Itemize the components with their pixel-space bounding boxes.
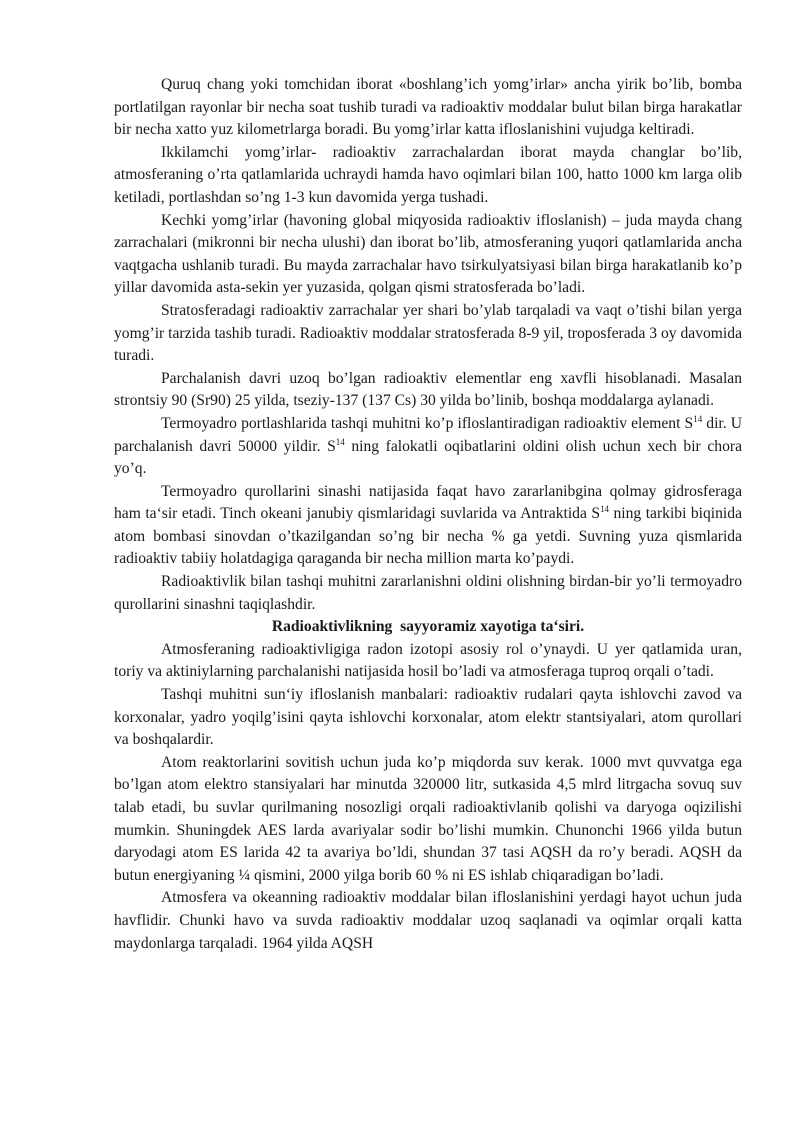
text-run: Termoyadro portlashlarida tashqi muhitni ko’p ifloslantiradigan radioaktiv element S [161, 414, 694, 432]
paragraph-artificial-sources: Tashqi muhitni sun‘iy ifloslanish manbalari: radioaktiv rudalari qayta ishlovchi zavod va korxonalar, yadro yoqilg’isini qayta ishlovchi korxonalar, atom elektr stantsiyalari, atom qurollari va boshqalardir. [114, 686, 742, 749]
section-heading: Radioaktivlikning sayyoramiz xayotiga ta‘siri. [271, 618, 585, 636]
paragraph-primary-fallout: Quruq chang yoki tomchidan iborat «boshlang’ich yomg’irlar» ancha yirik bo’lib, bomba portlatilgan rayonlar bir necha soat tushib turadi va radioaktiv moddalar bulut bilan birga harakatlar bir necha xatto yuz kilometrlarga boradi. Bu yomg’irlar katta ifloslanishini vujudga keltiradi. [114, 76, 742, 139]
paragraph-carbon-14 [114, 413, 742, 481]
paragraph-atmosphere-ocean: Atmosfera va okeanning radioaktiv moddalar bilan ifloslanishini yerdagi hayot uchun juda havflidir. Chunki havo va suvda radioaktiv moddalar uzoq saqlanadi va oqimlar orqali katta maydonlarga tarqaladi. 1964 yilda AQSH [114, 889, 742, 952]
text-run: ning tarkibi biqinida atom bombasi sinovdan o’tkazilgandan so’ng bir necha % ga yetdi. Suvning yuza qismlarida radioaktiv tabiiy holatdagiga qaraganda bir necha million marta ko’paydi. [114, 505, 742, 568]
document-page [114, 74, 742, 955]
text-run: ning falokatli oqibatlarini oldini olish uchun xech bir chora yo’q. [114, 437, 742, 478]
paragraph-radon: Atmosferaning radioaktivligiga radon izotopi asosiy rol o’ynaydi. U yer qatlamida uran, toriy va aktiniylarning parchalanishi natijasida hosil bo’ladi va atmosferaga tuproq orqali o’tadi. [114, 640, 742, 681]
paragraph-reactor-cooling: Atom reaktorlarini sovitish uchun juda ko’p miqdorda suv kerak. 1000 mvt quvvatga ega bo’lgan atom elektro stansiyalari har minutda 320000 litr, sutkasida 4,5 mlrd litrgacha sovuq suv talab etadi, bu suvlar qurilmaning nosozligi orqali radioaktivlanib qolishi va daryoga oqizilishi mumkin. Shuningdek AES larda avariyalar sodir bo’lishi mumkin. Chunonchi 1966 yilda butun daryodagi atom ES larida 42 ta avariya bo’ldi, shundan 37 tasi AQSH da ro’y beradi. AQSH da butun energiyaning ¼ qismini, 2000 yilga borib 60 % ni ES ishlab chiqaradigan bo’ladi. [114, 753, 742, 884]
text-run: dir. U parchalanish davri 50000 yildir. S [114, 414, 742, 455]
superscript: 14 [693, 413, 703, 424]
superscript: 14 [600, 504, 610, 515]
paragraph-test-ban: Radioaktivlik bilan tashqi muhitni zararlanishni oldini olishning birdan-bir yo’li termoyadro qurollarini sinashni taqiqlashdir. [114, 573, 742, 613]
superscript: 14 [335, 436, 345, 447]
paragraph-late-fallout: Kechki yomg’irlar (havoning global miqyosida radioaktiv ifloslanish) – juda mayda chang zarrachalari (mikronni bir necha ulushi) dan iborat bo’lib, atmosferaning yuqori qatlamlarida ancha vaqtgacha ushlanib turadi. Bu mayda zarrachalar havo tsirkulyatsiyasi bilan birga harakatlanib ko’p yillar davomida asta-sekin yer yuzasida, qolgan qismi stratosferada bo’ladi. [114, 211, 742, 297]
text-run: Termoyadro qurollarini sinashi natijasida faqat havo zararlanibgina qolmay gidrosferaga ham ta‘sir etadi. Tinch okeani janubiy qismlaridagi suvlarida va Antraktida S [114, 482, 742, 523]
paragraph-secondary-fallout: Ikkilamchi yomg’irlar- radioaktiv zarrachalardan iborat mayda changlar bo’lib, atmosferaning o’rta qatlamlarida uchraydi hamda havo oqimlari bilan 100, hatto 1000 km larga olib ketiladi, portlashdan so’ng 1-3 kun davomida yerga tushadi. [114, 143, 742, 206]
paragraph-half-life: Parchalanish davri uzoq bo’lgan radioaktiv elementlar eng xavfli hisoblanadi. Masalan strontsiy 90 (Sr90) 25 yilda, tseziy-137 (137 Cs) 30 yilda bo’linib, boshqa moddalarga aylanadi. [114, 369, 742, 410]
paragraph-hydrosphere [114, 481, 742, 571]
paragraph-stratosphere: Stratosferadagi radioaktiv zarrachalar yer shari bo’ylab tarqaladi va vaqt o’tishi bilan yerga yomg’ir tarzida tashib turadi. Radioaktiv moddalar stratosferada 8-9 yil, troposferada 3 oy davomida turadi. [114, 301, 742, 365]
